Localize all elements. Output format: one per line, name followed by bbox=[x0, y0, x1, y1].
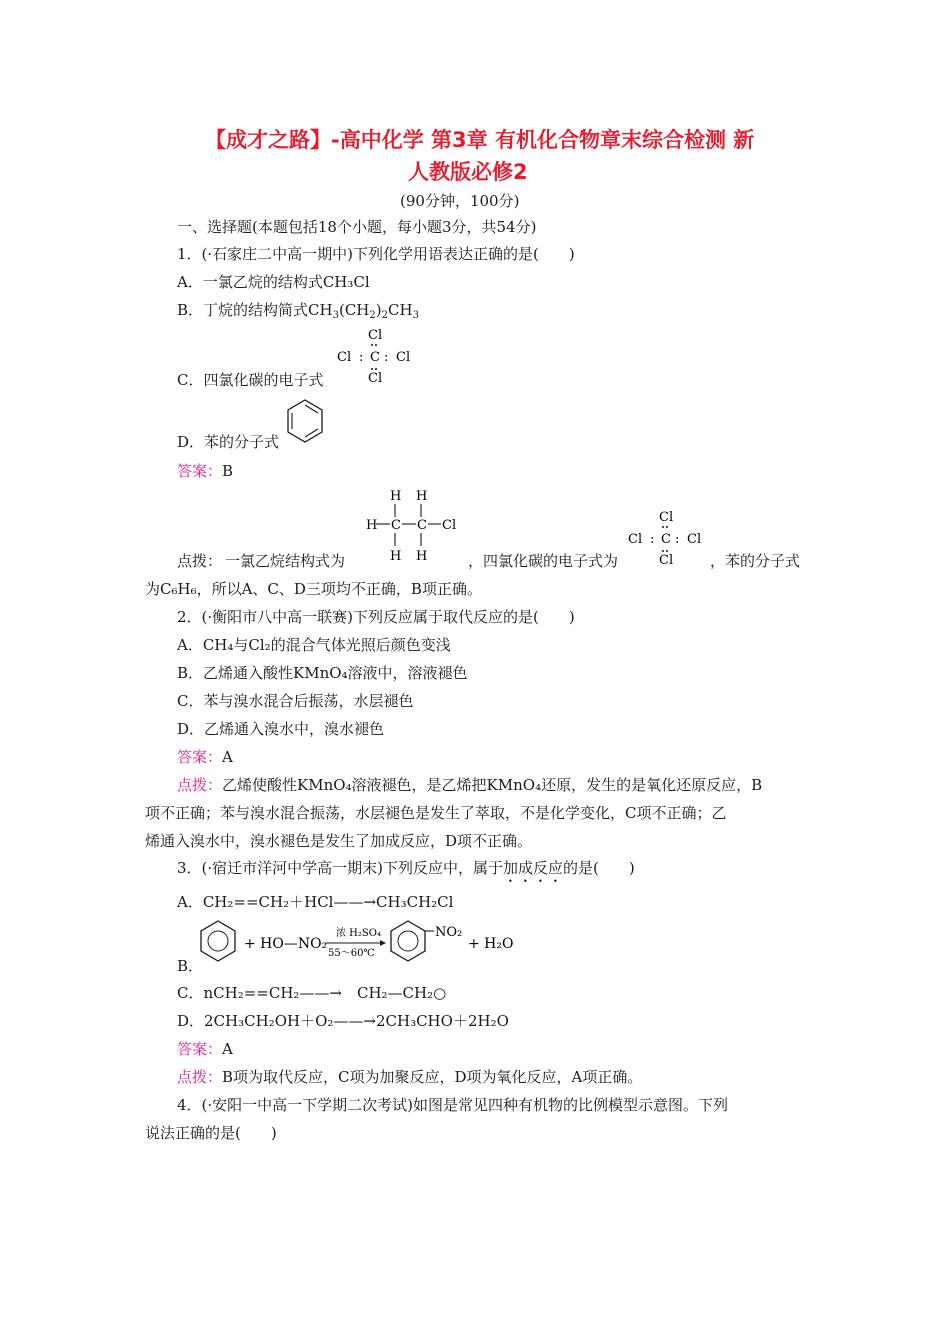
svg-text:H: H bbox=[416, 489, 428, 504]
cl-right: Cl bbox=[396, 350, 411, 365]
q4-stem-line2: 说法正确的是( ) bbox=[145, 1124, 277, 1142]
q2-answer: 答案：A bbox=[177, 748, 233, 766]
q1-tip-line2: 为C₆H₆，所以A、C、D三项均不正确，B项正确。 bbox=[145, 580, 482, 598]
q1-option-d: D．苯的分子式 bbox=[177, 433, 280, 451]
q1-tip-label: 点拨： bbox=[177, 552, 223, 570]
svg-text:H: H bbox=[390, 549, 402, 564]
q2-tip-line2: 项不正确；苯与溴水混合振荡，水层褪色是发生了萃取，不是化学变化，C项不正确；乙 bbox=[145, 804, 727, 822]
svg-text:Cl: Cl bbox=[628, 532, 643, 547]
svg-text:H: H bbox=[366, 518, 378, 533]
svg-text:C: C bbox=[661, 532, 671, 547]
q3-option-b-label: B． bbox=[177, 957, 204, 975]
q2-tip-line1: 点拨：乙烯使酸性KMnO₄溶液褪色，是乙烯把KMnO₄还原，发生的是氧化还原反应，B bbox=[177, 776, 763, 794]
q3-option-c: C．nCH₂==CH₂——→ CH₂—CH₂○ bbox=[177, 984, 447, 1002]
q3-option-d: D．2CH₃CH₂OH＋O₂——→2CH₃CHO＋2H₂O bbox=[177, 1012, 509, 1030]
time-score: (90分钟，100分) bbox=[400, 192, 520, 210]
chloroethane-structure bbox=[364, 486, 464, 566]
q1-option-c: C．四氯化碳的电子式 bbox=[177, 371, 324, 389]
q3-tip: 点拨：B项为取代反应，C项为加聚反应，D项为氧化反应，A项正确。 bbox=[177, 1068, 643, 1086]
reaction-condition-bottom: 55～60℃ bbox=[328, 948, 375, 959]
q1-stem: 1．(·石家庄二中高一期中)下列化学用语表达正确的是( ) bbox=[177, 245, 575, 263]
svg-text:Cl: Cl bbox=[659, 510, 674, 525]
q1-answer: 答案：B bbox=[177, 462, 234, 480]
q2-tip-line3: 烯通入溴水中，溴水褪色是发生了加成反应，D项不正确。 bbox=[145, 832, 533, 850]
ccl4-electron-formula-tip bbox=[623, 506, 713, 568]
q3-stem: 3．(·宿迁市洋河中学高一期末)下列反应中，属于加成反应的是( ) bbox=[177, 859, 635, 877]
q2-stem: 2．(·衡阳市八中高一联赛)下列反应属于取代反应的是( ) bbox=[177, 608, 575, 626]
colon-right: : bbox=[384, 350, 389, 365]
cl-top: Cl bbox=[368, 328, 383, 343]
svg-text::: : bbox=[675, 532, 680, 547]
svg-text:C: C bbox=[417, 518, 427, 533]
q2-option-b: B．乙烯通入酸性KMnO₄溶液中，溶液褪色 bbox=[177, 664, 468, 682]
reaction-condition-top: 浓 H₂SO₄ bbox=[336, 928, 381, 939]
colon-left: : bbox=[359, 350, 364, 365]
nitro-group: NO₂ bbox=[435, 925, 463, 940]
q4-stem-line1: 4．(·安阳一中高一下学期二次考试)如图是常见四种有机物的比例模型示意图。下列 bbox=[177, 1096, 729, 1114]
q1-option-b: B．丁烷的结构简式$CH_3(CH_2)_2CH_3$ bbox=[177, 301, 419, 321]
benzene-ring-icon bbox=[285, 398, 325, 446]
svg-text::: : bbox=[650, 532, 655, 547]
carbon: C bbox=[370, 350, 380, 365]
q1-tip-part3: ，苯的分子式 bbox=[710, 552, 801, 570]
q1-tip-part1: 一氯乙烷结构式为 bbox=[225, 552, 346, 570]
cl-bottom: Cl bbox=[368, 371, 383, 386]
cl-left: Cl bbox=[337, 350, 352, 365]
nitration-reaction bbox=[198, 918, 518, 972]
svg-text:H: H bbox=[416, 549, 428, 564]
q2-option-a: A．CH₄与Cl₂的混合气体光照后颜色变浅 bbox=[177, 636, 451, 654]
q2-option-c: C．苯与溴水混合后振荡，水层褪色 bbox=[177, 692, 414, 710]
svg-text:H: H bbox=[390, 489, 402, 504]
svg-text:Cl: Cl bbox=[687, 532, 702, 547]
svg-text:C: C bbox=[391, 518, 401, 533]
q3-answer: 答案：A bbox=[177, 1040, 233, 1058]
q2-option-d: D．乙烯通入溴水中，溴水褪色 bbox=[177, 720, 385, 738]
section-heading: 一、选择题(本题包括18个小题，每小题3分，共54分) bbox=[177, 218, 537, 236]
q1-tip-part2: ，四氯化碳的电子式为 bbox=[468, 552, 619, 570]
svg-text:Cl: Cl bbox=[442, 518, 457, 533]
document-title-line2: 人教版必修2 bbox=[408, 160, 528, 184]
svg-text:Cl: Cl bbox=[659, 553, 674, 568]
q3-emphasis: 加成反应 bbox=[503, 859, 564, 877]
q3-option-a: A．CH₂==CH₂＋HCl——→CH₃CH₂Cl bbox=[177, 893, 454, 911]
nitric-acid-reagent: + HO—NO₂ bbox=[244, 936, 328, 952]
q1-option-a: A．一氯乙烷的结构式CH₃Cl bbox=[177, 273, 370, 291]
document-title-line1: 【成才之路】-高中化学 第3章 有机化合物章末综合检测 新 bbox=[205, 128, 755, 152]
ccl4-electron-formula bbox=[330, 324, 420, 386]
water-product: + H₂O bbox=[468, 936, 514, 952]
